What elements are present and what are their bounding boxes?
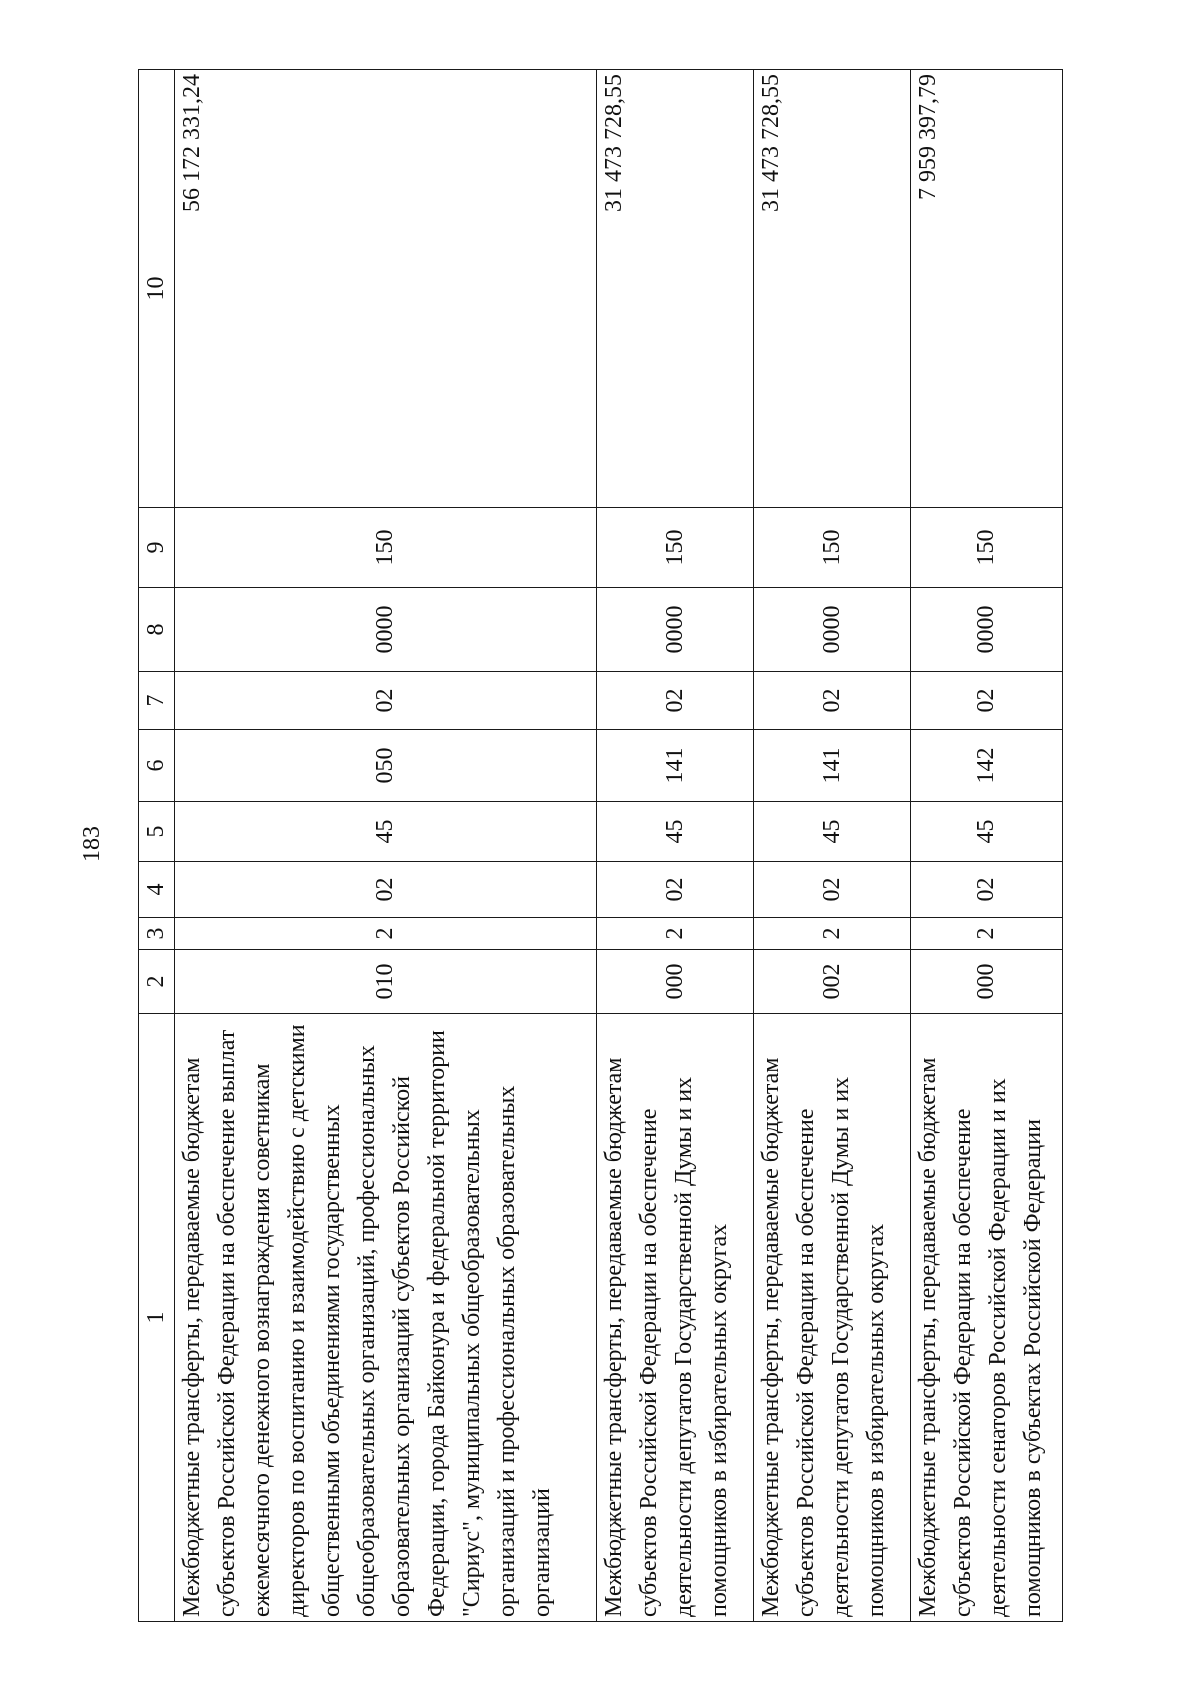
code-cell: 150 [175,508,597,588]
row-name-cell: Межбюджетные трансферты, передаваемые бюджетам субъектов Российской Федерации на обеспечение выплат ежемесячного денежного вознаграждения советникам директоров по воспитанию и взаимодействию с детскими общественными объединениями государственных общеобразовательных организаций, профессиональных образовательных организаций субъектов Российской Федерации, города Байконура и федеральной территории "Сириус", муниципальных общеобразовательных организаций и профессиональных образовательных организаций [175,1014,597,1622]
code-cell: 02 [911,672,1063,730]
table-row [597,70,754,1622]
code-cell: 142 [911,730,1063,802]
budget-table [138,69,1063,1622]
column-header: 7 [139,672,175,730]
column-header: 10 [139,70,175,508]
code-cell: 010 [175,950,597,1014]
column-header: 6 [139,730,175,802]
code-cell: 2 [175,918,597,950]
code-cell: 141 [754,730,911,802]
code-cell: 000 [597,950,754,1014]
column-header: 9 [139,508,175,588]
rotated-table-container [138,70,1063,1622]
code-cell: 0000 [175,588,597,672]
code-cell: 02 [597,862,754,918]
code-cell: 45 [175,802,597,862]
amount-cell: 56 172 331,24 [175,70,597,508]
column-header: 2 [139,950,175,1014]
column-header: 5 [139,802,175,862]
code-cell: 02 [754,862,911,918]
amount-cell: 31 473 728,55 [754,70,911,508]
code-cell: 141 [597,730,754,802]
code-cell: 02 [175,672,597,730]
column-header: 4 [139,862,175,918]
table-row [754,70,911,1622]
code-cell: 0000 [597,588,754,672]
column-header: 8 [139,588,175,672]
code-cell: 050 [175,730,597,802]
amount-cell: 31 473 728,55 [597,70,754,508]
code-cell: 000 [911,950,1063,1014]
code-cell: 2 [754,918,911,950]
row-name-cell: Межбюджетные трансферты, передаваемые бюджетам субъектов Российской Федерации на обеспечение деятельности депутатов Государственной Думы и их помощников в избирательных округах [754,1014,911,1622]
code-cell: 150 [911,508,1063,588]
code-cell: 45 [597,802,754,862]
code-cell: 2 [597,918,754,950]
code-cell: 02 [911,862,1063,918]
table-row [911,70,1063,1622]
page-number: 183 [79,826,105,862]
code-cell: 150 [597,508,754,588]
code-cell: 02 [175,862,597,918]
code-cell: 002 [754,950,911,1014]
table-row [175,70,597,1622]
code-cell: 150 [754,508,911,588]
header-row [139,70,175,1622]
amount-cell: 7 959 397,79 [911,70,1063,508]
code-cell: 45 [911,802,1063,862]
column-header: 3 [139,918,175,950]
code-cell: 02 [754,672,911,730]
code-cell: 45 [754,802,911,862]
code-cell: 0000 [911,588,1063,672]
column-header: 1 [139,1014,175,1622]
code-cell: 2 [911,918,1063,950]
row-name-cell: Межбюджетные трансферты, передаваемые бюджетам субъектов Российской Федерации на обеспечение деятельности сенаторов Российской Федерации и их помощников в субъектах Российской Федерации [911,1014,1063,1622]
code-cell: 0000 [754,588,911,672]
code-cell: 02 [597,672,754,730]
row-name-cell: Межбюджетные трансферты, передаваемые бюджетам субъектов Российской Федерации на обеспечение деятельности депутатов Государственной Думы и их помощников в избирательных округах [597,1014,754,1622]
